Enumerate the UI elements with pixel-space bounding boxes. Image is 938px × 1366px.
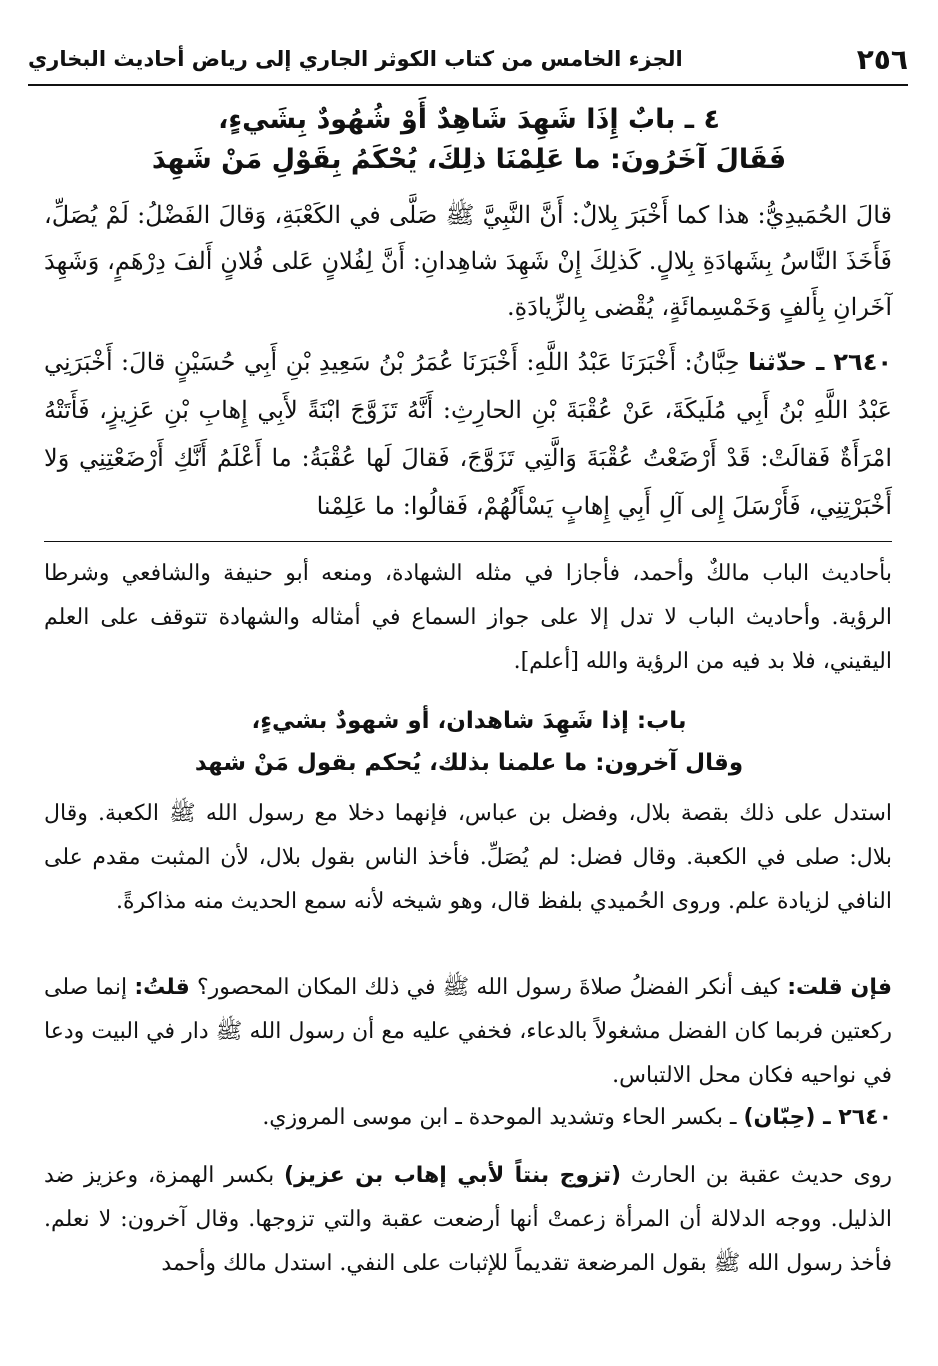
paragraph-rest: بكسر الهمزة، وعزيز ضد الذليل. ووجه الدلالة أن المرأة زعمتْ أنها أرضعت عقبة والتي تزوجها. وقال آخرون: لا نعلم. فأخذ رسول الله ﷺ بقول المرضعة تقديماً للإثبات على النفي. استدل مالك وأحمد bbox=[44, 1163, 892, 1276]
commentary-paragraph: بأحاديث الباب مالكٌ وأحمد، فأجازا في مثله الشهادة، ومنعه أبو حنيفة والشافعي وشرطا الرؤية. وأحاديث الباب لا تدل إلا على جواز السماع في أمثاله والشهادة تتوقف على العلم اليقيني، فلا بد فيه من الرؤية والله [أعلم]. bbox=[44, 561, 892, 674]
chapter-heading bbox=[60, 100, 878, 180]
commentary-heading bbox=[60, 700, 878, 784]
commentary-heading-line2: وقال آخرون: ما علمنا بذلك، يُحكم بقول مَنْ شهد bbox=[194, 750, 744, 776]
answer-text: إنما صلى ركعتين فربما كان الفضل مشغولاً بالدعاء، فخفي عليه مع أن رسول الله ﷺ دار في البيت ودعا في نواحيه فكان محل الالتباس. bbox=[44, 975, 892, 1088]
chapter-heading-line1: ٤ ـ بابٌ إِذَا شَهِدَ شَاهِدٌ أَوْ شُهُودٌ بِشَيءٍ، bbox=[218, 104, 720, 135]
question-answer-paragraph bbox=[44, 966, 892, 1098]
header-rule bbox=[28, 84, 908, 86]
quoted-phrase: (تزوج بنتاً لأبي إهاب بن عزيز) bbox=[284, 1163, 622, 1188]
hadith-text: حِبَّانُ: أَخْبَرَنَا عَبْدُ اللَّهِ: أَخْبَرَنَا عُمَرُ بْنُ سَعِيدِ بْنِ أَبِي حُسَيْنٍ قالَ: أَخْبَرَنِي عَبْدُ اللَّهِ بْنُ أَبِي مُلَيكَةَ، عَنْ عُقْبَةَ بْنِ الحارِثِ: أَنَّهُ تَزَوَّجَ ابْنَةً لأَبِي إِهابِ بْنِ عَزِيزٍ، فَأَتَتْهُ امْرَأَةٌ فَقالَتْ: قَدْ أَرْضَعْتُ عُقْبَةَ وَالَّتِي تَزَوَّجَ، فَقالَ لَها عُقْبَةُ: ما أَعْلَمُ أَنَّكِ أَرْضَعْتِنِي وَلا أَخْبَرْتِنِي، فَأَرْسَلَ إِلى آلِ أَبِي إِهابٍ يَسْأَلُهُمْ، فَقالُوا: ما عَلِمْنا bbox=[44, 348, 892, 520]
commentary-paragraph: استدل على ذلك بقصة بلال، وفضل بن عباس، فإنهما دخلا مع رسول الله ﷺ الكعبة. وقال بلال: صلى في الكعبة. وقال فضل: لم يُصَلِّ. فأخذ الناس بقول بلال، لأن المثبت مقدم على النافي لزيادة علم. وروى الحُميدي بلفظ قال، وهو شيخه لأنه سمع الحديث منه مذاكرةً. bbox=[44, 801, 892, 914]
hadith-paragraph bbox=[44, 338, 892, 530]
chapter-heading-line2: فَقَالَ آخَرُونَ: ما عَلِمْنَا ذلِكَ، يُحْكَمُ بِقَوْلِ مَنْ شَهِدَ bbox=[151, 144, 787, 175]
page-header bbox=[28, 34, 908, 84]
page-number: ٢٥٦ bbox=[856, 42, 908, 76]
question-text: كيف أنكر الفضلُ صلاةَ رسول الله ﷺ في ذلك المكان المحصور؟ bbox=[197, 975, 781, 1000]
answer-label: قلتُ: bbox=[134, 975, 190, 1000]
commentary-heading-line1: باب: إذا شَهِدَ شاهدان، أو شهودٌ بشيءٍ، bbox=[251, 708, 687, 734]
narrator-note-label: ٢٦٤٠ ـ (حِبّان) bbox=[743, 1105, 892, 1130]
main-text-paragraph: قالَ الحُمَيدِيُّ: هذا كما أَخْبَرَ بِلالٌ: أَنَّ النَّبِيَّ ﷺ صَلَّى في الكَعْبَةِ، وَقالَ الفَضْلُ: لَمْ يُصَلِّ، فَأَخَذَ النَّاسُ بِشَهادَةِ بِلالٍ. كَذلِكَ إِنْ شَهِدَ شاهِدانِ: أَنَّ لِفُلانٍ عَلى فُلانٍ أَلفَ دِرْهَمٍ، وَشَهِدَ آخَرانِ بِأَلفٍ وَخَمْسِمائَةٍ، يُقْضى بِالزِّيادَةِ. bbox=[44, 201, 892, 321]
hadith-number: ٢٦٤٠ ـ حدّثنا bbox=[748, 348, 892, 376]
footnote-divider bbox=[44, 541, 892, 542]
commentary-paragraph bbox=[44, 1154, 892, 1286]
paragraph-start: روى حديث عقبة بن الحارث bbox=[630, 1163, 893, 1188]
narrator-note-text: ـ بكسر الحاء وتشديد الموحدة ـ ابن موسى المروزي. bbox=[262, 1105, 737, 1130]
running-title: الجزء الخامس من كتاب الكوثر الجاري إلى رياض أحاديث البخاري bbox=[28, 47, 683, 71]
question-label: فإن قلت: bbox=[787, 975, 892, 1000]
narrator-note bbox=[44, 1096, 892, 1140]
